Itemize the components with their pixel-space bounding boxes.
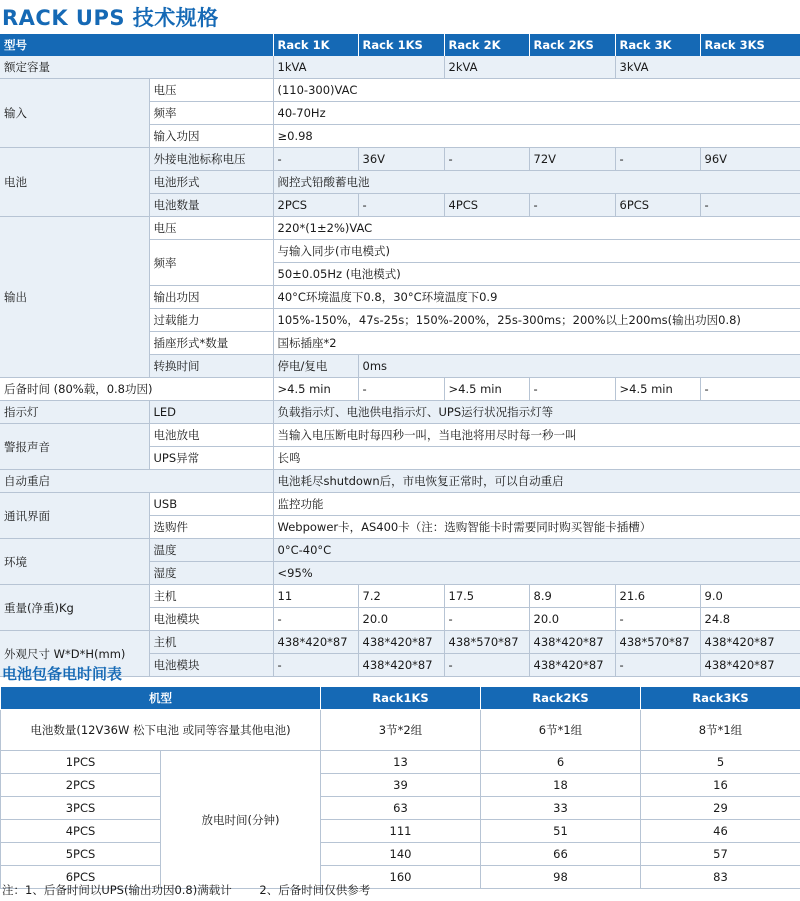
cell: 83 <box>641 866 800 889</box>
cell: - <box>273 654 358 677</box>
row-label: 电压 <box>149 217 273 240</box>
battery-model-label: 机型 <box>1 687 321 710</box>
cell: 18 <box>481 774 641 797</box>
row-rated-capacity <box>0 56 800 79</box>
cell: 24.8 <box>700 608 800 631</box>
battery-model-col: Rack3KS <box>641 687 800 710</box>
cell: - <box>444 148 529 171</box>
cell: 2kVA <box>444 56 615 79</box>
cell: 160 <box>321 866 481 889</box>
battery-row <box>1 751 800 774</box>
cell: 33 <box>481 797 641 820</box>
cell: 438*420*87 <box>358 654 444 677</box>
cell: 438*420*87 <box>358 631 444 654</box>
cell: ≥0.98 <box>273 125 800 148</box>
cell: 7.2 <box>358 585 444 608</box>
row-alarm-discharge <box>0 424 800 447</box>
row-label: 湿度 <box>149 562 273 585</box>
spec-table <box>0 34 800 677</box>
footnote <box>2 882 394 898</box>
cell: 4PCS <box>444 194 529 217</box>
row-label: 额定容量 <box>0 56 273 79</box>
group-label: 环境 <box>0 539 149 585</box>
cell: 3kVA <box>615 56 800 79</box>
footnote-1: 注：1、后备时间以UPS(输出功因0.8)满载计 <box>2 883 232 897</box>
cell: - <box>273 608 358 631</box>
cell: 220*(1±2%)VAC <box>273 217 800 240</box>
cell: 39 <box>321 774 481 797</box>
cell: 8.9 <box>529 585 615 608</box>
cell: 50±0.05Hz (电池模式) <box>273 263 800 286</box>
pcs-label: 1PCS <box>1 751 161 774</box>
battery-qty-row <box>1 710 800 751</box>
cell: 阀控式铅酸蓄电池 <box>273 171 800 194</box>
cell: 9.0 <box>700 585 800 608</box>
battery-row <box>1 820 800 843</box>
cell: 140 <box>321 843 481 866</box>
cell: 负载指示灯、电池供电指示灯、UPS运行状况指示灯等 <box>273 401 800 424</box>
spec-header-row <box>0 34 800 56</box>
cell: 66 <box>481 843 641 866</box>
cell: 46 <box>641 820 800 843</box>
cell: 6节*1组 <box>481 710 641 751</box>
cell: - <box>615 654 700 677</box>
model-col: Rack 1K <box>273 34 358 56</box>
row-label: USB <box>149 493 273 516</box>
cell: 438*420*87 <box>273 631 358 654</box>
cell: 29 <box>641 797 800 820</box>
cell: - <box>615 608 700 631</box>
battery-row <box>1 843 800 866</box>
row-label: 自动重启 <box>0 470 273 493</box>
row-label: 输出功因 <box>149 286 273 309</box>
row-label: 后备时间 (80%载，0.8功因) <box>0 378 273 401</box>
row-label: 输入功因 <box>149 125 273 148</box>
cell: 0°C-40°C <box>273 539 800 562</box>
discharge-time-label: 放电时间(分钟) <box>161 751 321 889</box>
cell: 0ms <box>358 355 800 378</box>
pcs-label: 6PCS <box>1 866 161 889</box>
row-label: 频率 <box>149 102 273 125</box>
cell: 8节*1组 <box>641 710 800 751</box>
cell: Webpower卡，AS400卡（注：选购智能卡时需要同时购买智能卡插槽） <box>273 516 800 539</box>
model-label: 型号 <box>0 34 273 56</box>
cell: 3节*2组 <box>321 710 481 751</box>
row-label: 过载能力 <box>149 309 273 332</box>
row-output-voltage <box>0 217 800 240</box>
group-label: 输入 <box>0 79 149 148</box>
row-label: 停电/复电 <box>273 355 358 378</box>
row-label: 温度 <box>149 539 273 562</box>
row-label: 外接电池标称电压 <box>149 148 273 171</box>
row-label: 电池放电 <box>149 424 273 447</box>
pcs-label: 4PCS <box>1 820 161 843</box>
cell: 438*420*87 <box>529 654 615 677</box>
cell: <95% <box>273 562 800 585</box>
model-col: Rack 2KS <box>529 34 615 56</box>
model-col: Rack 1KS <box>358 34 444 56</box>
cell: 98 <box>481 866 641 889</box>
row-label: 选购件 <box>149 516 273 539</box>
battery-header-row <box>1 687 800 710</box>
cell: - <box>273 148 358 171</box>
cell: 57 <box>641 843 800 866</box>
cell: 当输入电压断电时每四秒一叫，当电池将用尽时每一秒一叫 <box>273 424 800 447</box>
group-label: 重量(净重)Kg <box>0 585 149 631</box>
group-label: 通讯界面 <box>0 493 149 539</box>
cell: - <box>700 194 800 217</box>
model-col: Rack 3KS <box>700 34 800 56</box>
group-label: 电池 <box>0 148 149 217</box>
cell: 17.5 <box>444 585 529 608</box>
cell: 96V <box>700 148 800 171</box>
battery-model-col: Rack2KS <box>481 687 641 710</box>
cell: 40-70Hz <box>273 102 800 125</box>
row-label: 电池形式 <box>149 171 273 194</box>
row-backup <box>0 378 800 401</box>
row-label: 插座形式*数量 <box>149 332 273 355</box>
cell: 11 <box>273 585 358 608</box>
battery-model-col: Rack1KS <box>321 687 481 710</box>
cell: - <box>444 654 529 677</box>
battery-row <box>1 797 800 820</box>
cell: 105%-150%，47s-25s；150%-200%，25s-300ms；200%以上200ms(输出功因0.8) <box>273 309 800 332</box>
cell: - <box>529 378 615 401</box>
cell: >4.5 min <box>273 378 358 401</box>
row-label: LED <box>149 401 273 424</box>
cell: 监控功能 <box>273 493 800 516</box>
cell: - <box>358 194 444 217</box>
cell: 1kVA <box>273 56 444 79</box>
row-label: 主机 <box>149 585 273 608</box>
cell: - <box>700 378 800 401</box>
row-label: 频率 <box>149 240 273 286</box>
cell: 438*420*87 <box>529 631 615 654</box>
row-label: 电池模块 <box>149 608 273 631</box>
cell: >4.5 min <box>615 378 700 401</box>
cell: 6 <box>481 751 641 774</box>
cell: 438*420*87 <box>700 631 800 654</box>
cell: 111 <box>321 820 481 843</box>
cell: - <box>529 194 615 217</box>
row-label: 电池模块 <box>149 654 273 677</box>
cell: 36V <box>358 148 444 171</box>
cell: 5 <box>641 751 800 774</box>
cell: 2PCS <box>273 194 358 217</box>
battery-table <box>0 686 800 889</box>
group-label: 转换时间 <box>149 355 273 378</box>
row-label: 电池数量 <box>149 194 273 217</box>
footnote-2: 2、后备时间仅供参考 <box>259 883 371 897</box>
cell: 438*570*87 <box>444 631 529 654</box>
battery-row <box>1 774 800 797</box>
row-restart <box>0 470 800 493</box>
model-col: Rack 2K <box>444 34 529 56</box>
cell: 16 <box>641 774 800 797</box>
cell: - <box>444 608 529 631</box>
page-title: RACK UPS 技术规格 <box>2 6 219 30</box>
cell: 51 <box>481 820 641 843</box>
row-label: 主机 <box>149 631 273 654</box>
cell: 与输入同步(市电模式) <box>273 240 800 263</box>
row-comm-usb <box>0 493 800 516</box>
row-env-temp <box>0 539 800 562</box>
group-label: 外观尺寸 W*D*H(mm) <box>0 631 149 677</box>
battery-table-title: 电池包备电时间表 <box>2 665 123 683</box>
cell: 21.6 <box>615 585 700 608</box>
group-label: 输出 <box>0 217 149 378</box>
cell: 6PCS <box>615 194 700 217</box>
cell: 国标插座*2 <box>273 332 800 355</box>
row-weight-host <box>0 585 800 608</box>
cell: - <box>615 148 700 171</box>
row-size-host <box>0 631 800 654</box>
group-label: 警报声音 <box>0 424 149 470</box>
cell: (110-300)VAC <box>273 79 800 102</box>
pcs-label: 2PCS <box>1 774 161 797</box>
cell: 电池耗尽shutdown后，市电恢复正常时，可以自动重启 <box>273 470 800 493</box>
cell: 13 <box>321 751 481 774</box>
pcs-label: 3PCS <box>1 797 161 820</box>
row-input-voltage <box>0 79 800 102</box>
battery-qty-label: 电池数量(12V36W 松下电池 或同等容量其他电池) <box>1 710 321 751</box>
row-label: 电压 <box>149 79 273 102</box>
cell: 63 <box>321 797 481 820</box>
cell: 40°C环境温度下0.8，30°C环境温度下0.9 <box>273 286 800 309</box>
cell: 438*570*87 <box>615 631 700 654</box>
cell: - <box>358 378 444 401</box>
cell: 20.0 <box>529 608 615 631</box>
cell: >4.5 min <box>444 378 529 401</box>
cell: 20.0 <box>358 608 444 631</box>
pcs-label: 5PCS <box>1 843 161 866</box>
cell: 长鸣 <box>273 447 800 470</box>
row-indicator <box>0 401 800 424</box>
model-col: Rack 3K <box>615 34 700 56</box>
group-label: 指示灯 <box>0 401 149 424</box>
cell: 72V <box>529 148 615 171</box>
cell: 438*420*87 <box>700 654 800 677</box>
row-battery-ext <box>0 148 800 171</box>
row-label: UPS异常 <box>149 447 273 470</box>
